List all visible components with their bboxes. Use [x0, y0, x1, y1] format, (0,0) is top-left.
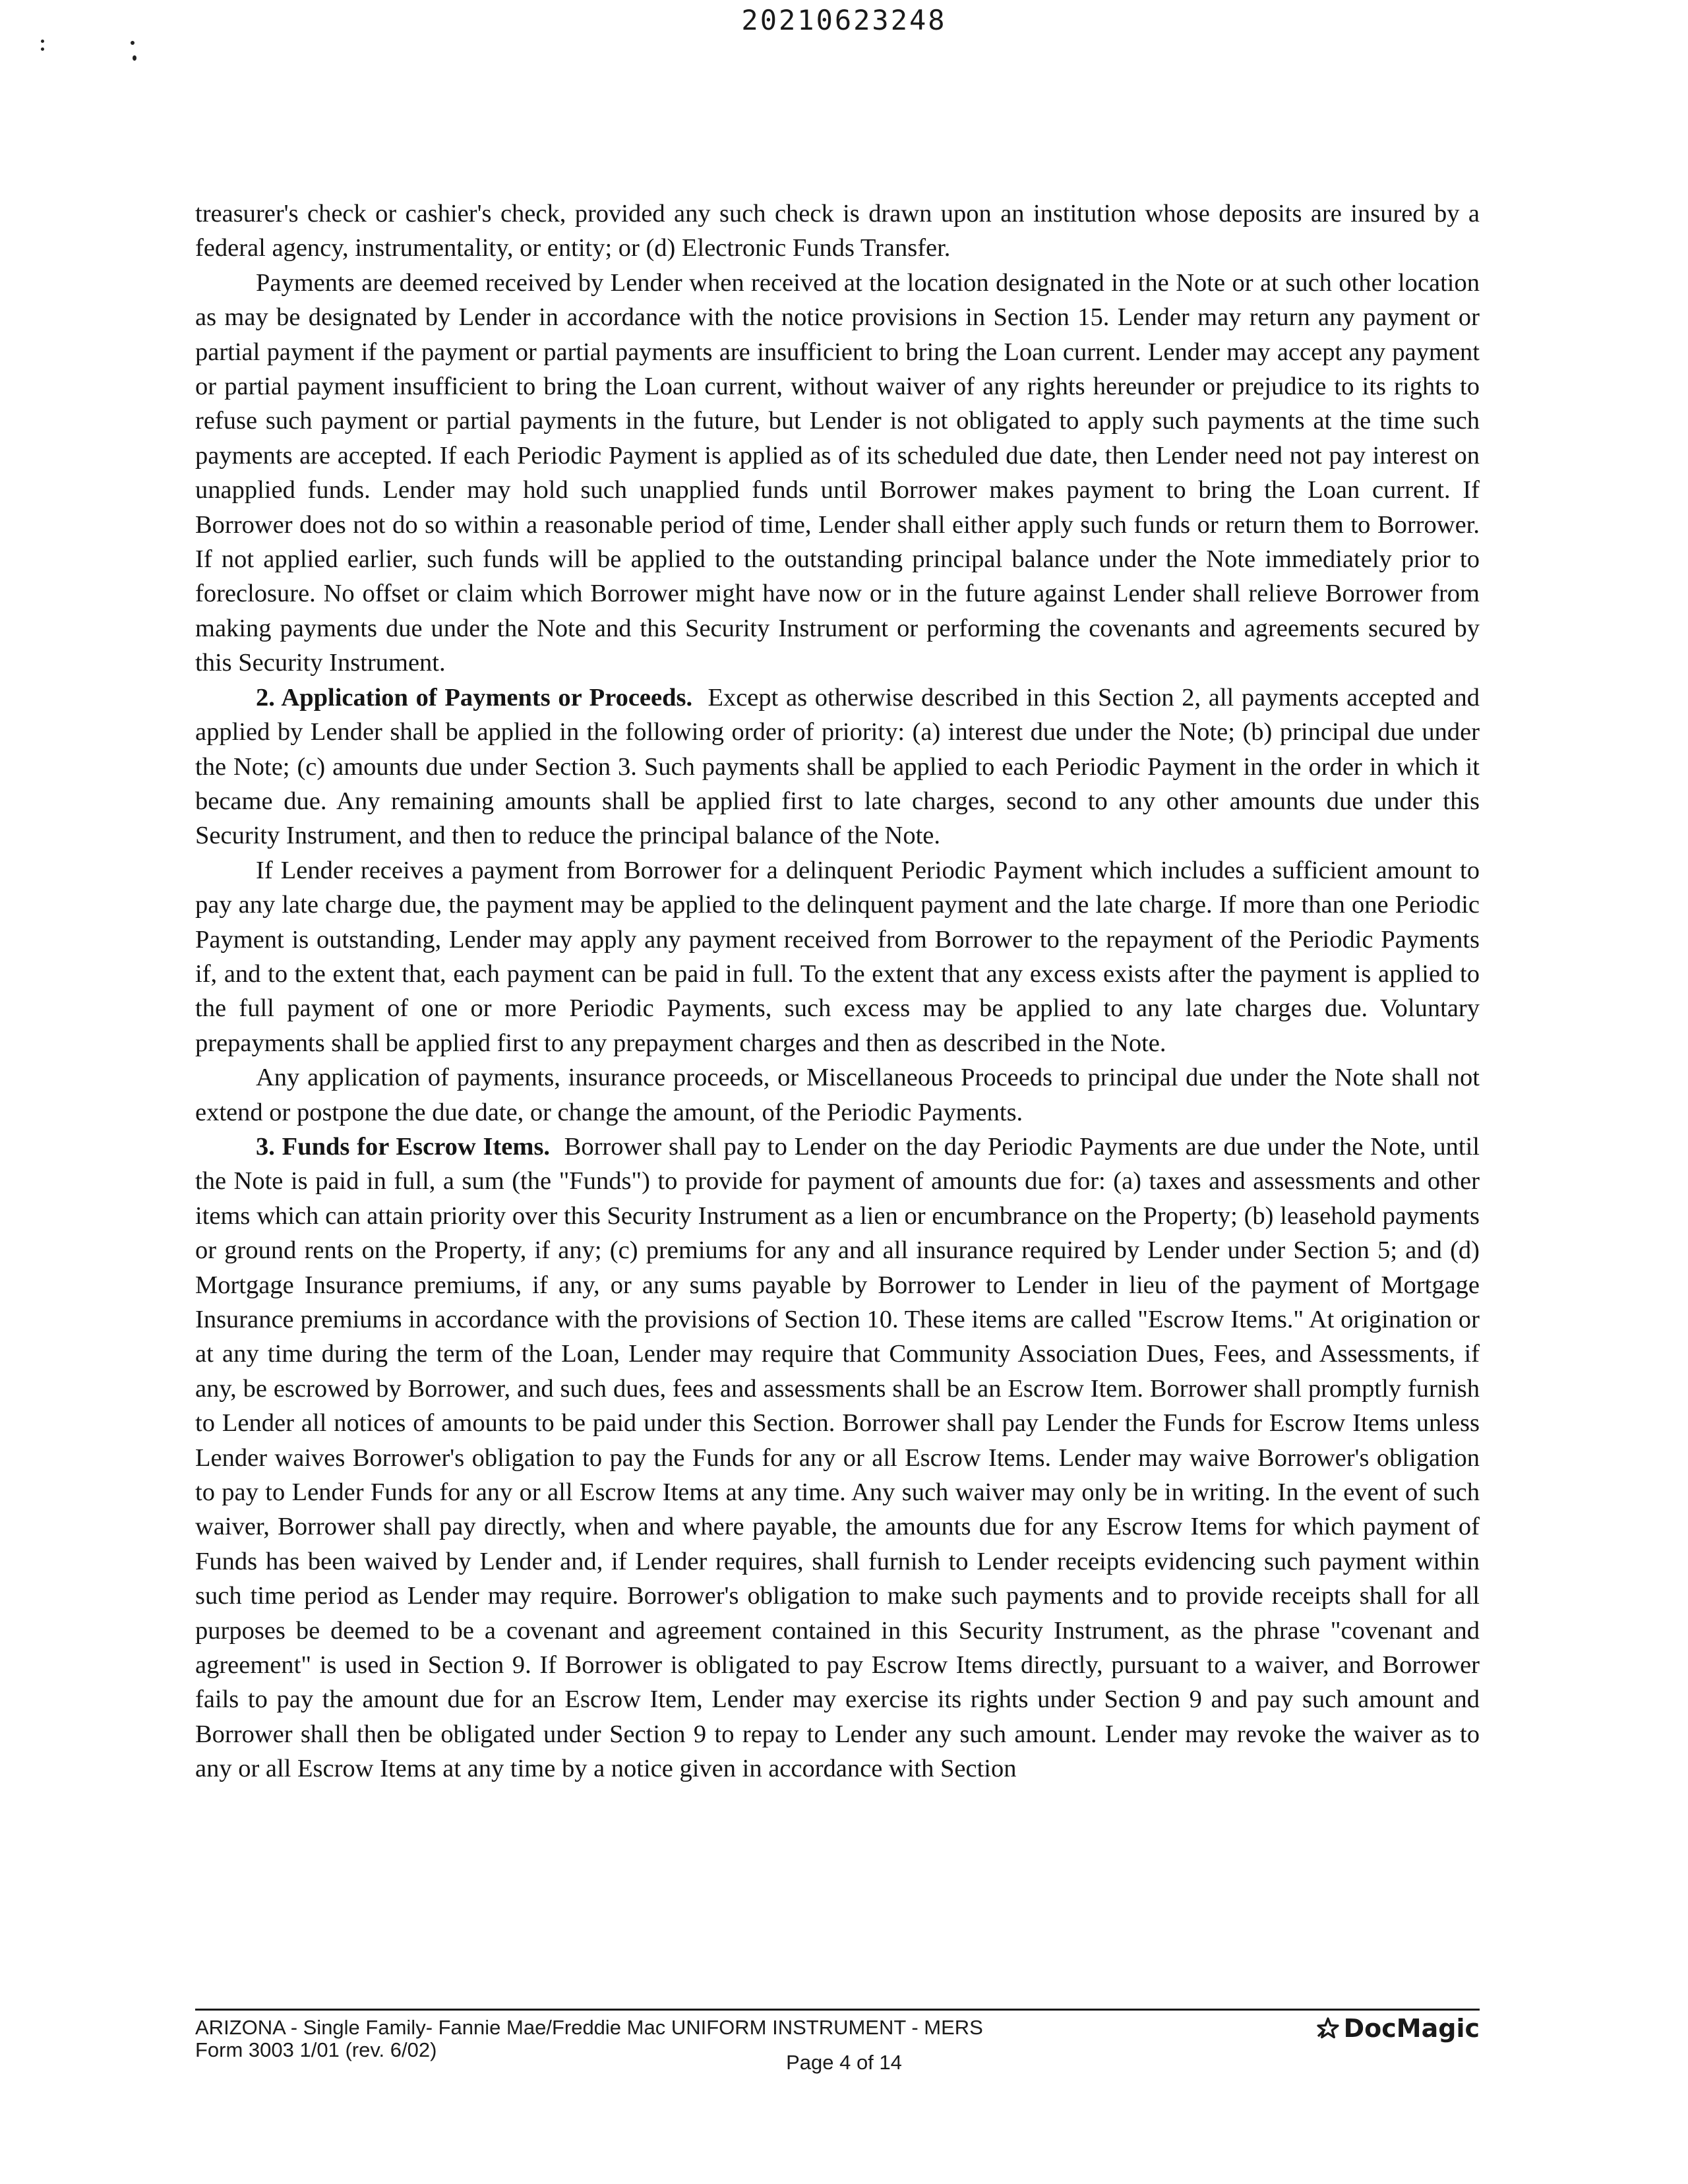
paragraph-delinquent-payment: If Lender receives a payment from Borrower for a delinquent Periodic Payment which includes a sufficient amount to pay any late charge due, the payment may be applied to the delinquent payment and the late charge. If more than one Periodic Payment is outstanding, Lender may apply any payment received from Borrower to the repayment of the Periodic Payments if, and to the extent that, each payment can be paid in full. To the extent that any excess exists after the payment is applied to the full payment of one or more Periodic Payments, such excess may be applied to any late charges due. Voluntary prepayments shall be applied first to any prepayment charges and then as described in the Note. [195, 856, 1480, 1057]
paragraph-application-no-postpone: Any application of payments, insurance proceeds, or Miscellaneous Proceeds to principal due under the Note shall not extend or postpone the due date, or change the amount, of the Periodic Payments. [195, 1064, 1480, 1126]
document-body [195, 197, 1480, 1786]
section-3-text: Borrower shall pay to Lender on the day Periodic Payments are due under the Note, until the Note is paid in full, a sum (the "Funds") to provide for payment of amounts due for: (a) taxes and assessments and other items which can attain priority over this Security Instrument as a lien or encumbrance on the Property; (b) leasehold payments or ground rents on the Property, if any; (c) premiums for any and all insurance required by Lender under Section 5; and (d) Mortgage Insurance premiums, if any, or any sums payable by Borrower to Lender in lieu of the payment of Mortgage Insurance premiums in accordance with the provisions of Section 10. These items are called "Escrow Items." At origination or at any time during the term of the Loan, Lender may require that Community Association Dues, Fees, and Assessments, if any, be escrowed by Borrower, and such dues, fees and assessments shall be an Escrow Item. Borrower shall promptly furnish to Lender all notices of amounts to be paid under this Section. Borrower shall pay Lender the Funds for Escrow Items unless Lender waives Borrower's obligation to pay the Funds for any or all Escrow Items. Lender may waive Borrower's obligation to pay to Lender Funds for any or all Escrow Items at any time. Any such waiver may only be in writing. In the event of such waiver, Borrower shall pay directly, when and where payable, the amounts due for any Escrow Items for which payment of Funds has been waived by Lender and, if Lender requires, shall furnish to Lender receipts evidencing such payment within such time period as Lender may require. Borrower's obligation to make such payments and to provide receipts shall for all purposes be deemed to be a covenant and agreement contained in this Security Instrument, as the phrase "covenant and agreement" is used in Section 9. If Borrower is obligated to pay Escrow Items directly, pursuant to a waiver, and Borrower fails to pay the amount due for an Escrow Item, Lender may exercise its rights under Section 9 and pay such amount and Borrower shall then be obligated under Section 9 to repay to Lender any such amount. Lender may revoke the waiver as to any or all Escrow Items at any time by a notice given in accordance with Section [195, 1132, 1480, 1783]
brand-name: DocMagic [1343, 2014, 1480, 2043]
recording-number: 20210623248 [741, 4, 947, 36]
paragraph-payments-received: Payments are deemed received by Lender when received at the location designated in the Note or at such other location as may be designated by Lender in accordance with the notice provisions in Section 15. Lender may return any payment or partial payment if the payment or partial payments are insufficient to bring the Loan current. Lender may accept any payment or partial payment insufficient to bring the Loan current, without waiver of any rights hereunder or prejudice to its rights to refuse such payment or partial payments in the future, but Lender is not obligated to apply such payments at the time such payments are accepted. If each Periodic Payment is applied as of its scheduled due date, then Lender need not pay interest on unapplied funds. Lender may hold such unapplied funds until Borrower makes payment to bring the Loan current. If Borrower does not do so within a reasonable period of time, Lender shall either apply such funds or return them to Borrower. If not applied earlier, such funds will be applied to the outstanding principal balance under the Note immediately prior to foreclosure. No offset or claim which Borrower might have now or in the future against Lender shall relieve Borrower from making payments due under the Note and this Security Instrument or performing the covenants and agreements secured by this Security Instrument. [195, 268, 1480, 677]
section-2-application-of-payments [195, 681, 1480, 853]
section-3-funds-for-escrow [195, 1130, 1480, 1786]
section-2-text: Except as otherwise described in this Section 2, all payments accepted and applied by Lender shall be applied in the following order of priority: (a) interest due under the Note; (b) principal due under the Note; (c) amounts due under Section 3. Such payments shall be applied to each Periodic Payment in the order in which it became due. Any remaining amounts shall be applied first to late charges, second to any other amounts due under this Security Instrument, and then to reduce the principal balance of the Note. [195, 683, 1480, 850]
scan-speck [133, 55, 136, 61]
section-3-title: 3. Funds for Escrow Items. [256, 1132, 551, 1161]
paragraph-check-types: treasurer's check or cashier's check, provided any such check is drawn upon an institution whose deposits are insured by a federal agency, instrumentality, or entity; or (d) Electronic Funds Transfer. [195, 200, 1480, 262]
scan-speck [131, 41, 135, 45]
scan-speck [41, 47, 44, 51]
star-icon [1316, 2017, 1340, 2040]
docmagic-logo [1316, 2014, 1480, 2043]
footer-divider [195, 2009, 1480, 2011]
footer-form-number: Form 3003 1/01 (rev. 6/02) [195, 2038, 437, 2061]
page-number: Page 4 of 14 [786, 2051, 902, 2074]
footer-form-title: ARIZONA - Single Family- Fannie Mae/Freddie Mac UNIFORM INSTRUMENT - MERS [195, 2016, 983, 2039]
section-2-title: 2. Application of Payments or Proceeds. [256, 683, 693, 712]
scan-speck [41, 40, 44, 43]
